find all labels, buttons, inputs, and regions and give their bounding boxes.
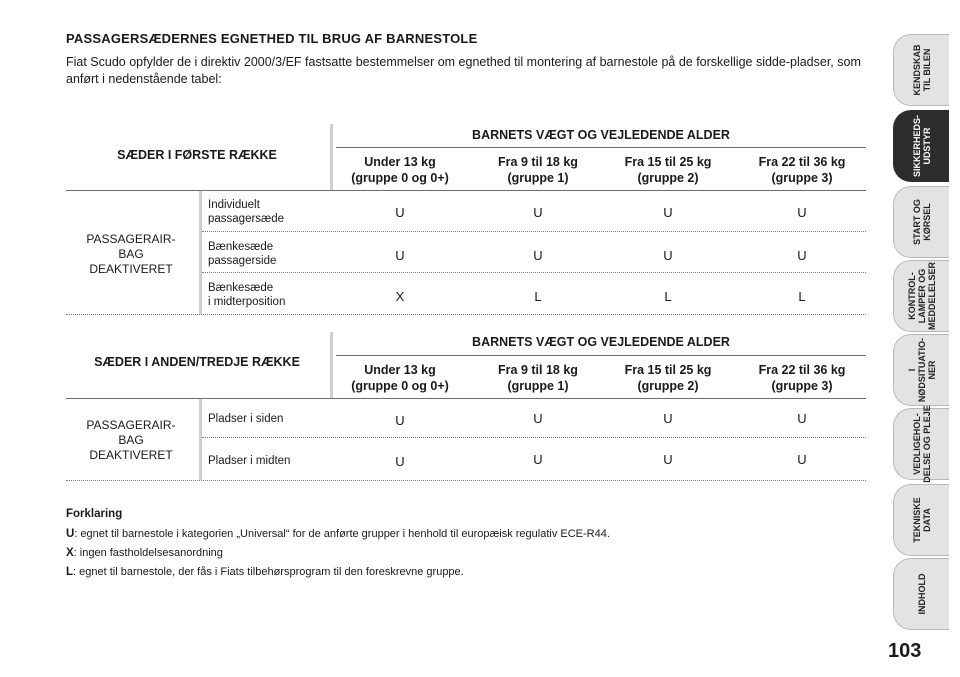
group-label-line: BAG	[118, 433, 144, 447]
column-header	[474, 154, 602, 186]
table-cell: U	[797, 411, 807, 426]
row-label-line: Pladser i midten	[208, 455, 291, 467]
table-cell: U	[797, 205, 807, 220]
column-group: (gruppe 3)	[771, 379, 833, 393]
column-weight: Fra 9 til 18 kg	[498, 363, 578, 377]
tab-tekniske-data[interactable]	[893, 484, 949, 556]
column-header	[474, 362, 602, 394]
column-weight: Fra 9 til 18 kg	[498, 155, 578, 169]
column-header	[738, 154, 866, 186]
tab-label: KONTROL- LAMPER OG MEDDELELSER	[906, 261, 937, 331]
column-group: (gruppe 2)	[637, 379, 699, 393]
legend-text: : ingen fastholdelsesanordning	[73, 547, 223, 559]
header-rule	[336, 355, 866, 356]
header-divider	[330, 124, 333, 190]
legend-text: : egnet til barnestole, der fås i Fiats tilbehørsprogram til den foreskrevne gruppe.	[73, 566, 464, 578]
table-cell: U	[395, 413, 405, 428]
row-label	[208, 281, 285, 309]
intro-paragraph: Fiat Scudo opfylder de i direktiv 2000/3/EF fastsatte bestemmelser om egnethed til montering af barnestole på de forskellige sidde-pladser, som anført i nedenstående tabel:	[66, 55, 861, 86]
airbag-group-label	[66, 418, 196, 463]
group-label-line: BAG	[118, 247, 144, 261]
page-number: 103	[888, 640, 922, 662]
table-cell: U	[395, 205, 405, 220]
seat-header: SÆDER I FØRSTE RÆKKE	[117, 148, 277, 162]
table-cell: U	[663, 411, 673, 426]
tab-indhold[interactable]	[893, 558, 949, 630]
tab-kendskab-til-bilen[interactable]	[893, 34, 949, 106]
row-divider	[202, 437, 866, 438]
weight-header: BARNETS VÆGT OG VEJLEDENDE ALDER	[472, 128, 730, 142]
legend-key: X	[66, 547, 74, 559]
row-label	[208, 412, 283, 426]
tab-label: KENDSKAB TIL BILEN	[911, 44, 932, 96]
table-cell: L	[664, 289, 672, 304]
legend-key: L	[66, 566, 74, 578]
tab-label: VEDLIGEHOL- DELSE OG PLEJE	[911, 405, 932, 483]
row-label-line: passagersæde	[208, 213, 285, 225]
tab-label: START OG KØRSEL	[911, 199, 932, 245]
row-label	[208, 198, 284, 226]
tab-label: TEKNISKE DATA	[911, 497, 932, 543]
column-group: (gruppe 0 og 0+)	[351, 379, 449, 393]
column-group: (gruppe 1)	[507, 171, 569, 185]
group-label-line: DEAKTIVERET	[89, 262, 173, 276]
column-group: (gruppe 1)	[507, 379, 569, 393]
table-cell: U	[533, 411, 543, 426]
column-weight: Under 13 kg	[364, 155, 436, 169]
table-cell: U	[395, 454, 405, 469]
group-label-line: PASSAGERAIR-	[86, 232, 176, 246]
row-label-line: Individuelt	[208, 199, 260, 211]
table-cell: U	[533, 452, 543, 467]
table-cell: U	[395, 248, 405, 263]
column-header	[604, 154, 732, 186]
group-label-line: PASSAGERAIR-	[86, 418, 176, 432]
row-divider	[202, 231, 866, 232]
legend-key: U	[66, 528, 75, 540]
column-header	[604, 362, 732, 394]
table-cell: U	[663, 205, 673, 220]
weight-header: BARNETS VÆGT OG VEJLEDENDE ALDER	[472, 335, 730, 349]
legend-item	[66, 528, 610, 540]
column-header	[738, 362, 866, 394]
tab-start-og-korsel[interactable]	[893, 186, 949, 258]
tab-sikkerhedsudstyr[interactable]	[893, 110, 949, 182]
group-divider	[199, 399, 202, 480]
table-cell: U	[797, 248, 807, 263]
column-header	[336, 154, 464, 186]
tab-label: SIKKERHEDS- UDSTYR	[911, 114, 932, 178]
column-weight: Fra 15 til 25 kg	[624, 155, 712, 169]
table-cell: L	[798, 289, 806, 304]
table-rule	[66, 398, 866, 399]
tab-vedligeholdelse[interactable]	[893, 405, 949, 483]
table-cell: X	[395, 289, 405, 304]
column-header	[336, 362, 464, 394]
column-weight: Fra 15 til 25 kg	[624, 363, 712, 377]
header-divider	[330, 332, 333, 398]
row-divider	[202, 272, 866, 273]
group-label-line: DEAKTIVERET	[89, 448, 173, 462]
tab-label: INDHOLD	[916, 573, 927, 615]
table-rule	[66, 190, 866, 191]
table-cell: U	[533, 248, 543, 263]
table-bottom-rule	[66, 314, 866, 315]
row-label-line: Bænkesæde	[208, 282, 274, 294]
table-cell: U	[663, 248, 673, 263]
row-label-line: Pladser i siden	[208, 413, 284, 425]
row-label-line: i midterposition	[208, 296, 286, 308]
legend-item	[66, 547, 223, 559]
column-weight: Fra 22 til 36 kg	[758, 155, 846, 169]
table-cell: L	[534, 289, 542, 304]
legend-heading-text: Forklaring	[66, 508, 123, 520]
row-label-line: Bænkesæde	[208, 241, 274, 253]
tab-nodsituationer[interactable]	[893, 334, 949, 406]
table-cell: U	[533, 205, 543, 220]
tab-label: I NØDSITUATIO- NER	[906, 337, 937, 403]
header-rule	[336, 147, 866, 148]
column-group: (gruppe 3)	[771, 171, 833, 185]
row-label	[208, 454, 290, 468]
column-weight: Under 13 kg	[364, 363, 436, 377]
tab-kontrollamper[interactable]	[893, 260, 949, 332]
column-group: (gruppe 0 og 0+)	[351, 171, 449, 185]
table-cell: U	[663, 452, 673, 467]
legend-text: : egnet til barnestole i kategorien „Universal“ for de anførte grupper i henhold til europæisk regulativ ECE-R44.	[74, 528, 610, 540]
group-divider	[199, 191, 202, 314]
airbag-group-label	[66, 232, 196, 277]
page-title: PASSAGERSÆDERNES EGNETHED TIL BRUG AF BARNESTOLE	[66, 31, 478, 46]
table-bottom-rule	[66, 480, 866, 481]
row-label	[208, 240, 276, 268]
seat-header: SÆDER I ANDEN/TREDJE RÆKKE	[94, 355, 300, 369]
row-label-line: passagerside	[208, 255, 277, 267]
column-group: (gruppe 2)	[637, 171, 699, 185]
legend-item	[66, 566, 464, 578]
column-weight: Fra 22 til 36 kg	[758, 363, 846, 377]
table-cell: U	[797, 452, 807, 467]
legend-heading	[66, 508, 122, 520]
